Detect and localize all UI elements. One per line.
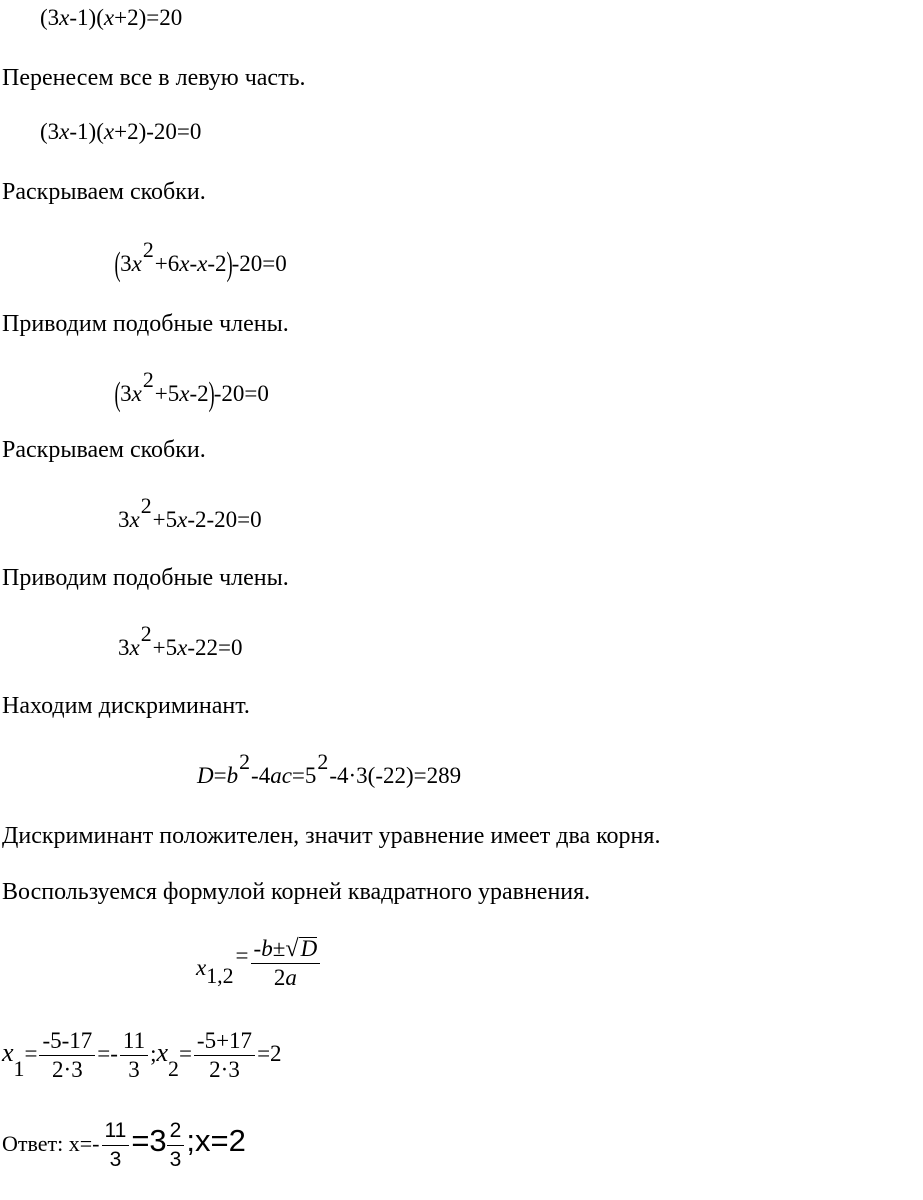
eq9-numerator: -5-17 (39, 1028, 95, 1056)
answer-part: ;x=2 (186, 1123, 246, 1159)
eq4-part: 3 (120, 381, 132, 406)
eq3-var: x (197, 251, 208, 276)
eq1-var: x (59, 5, 70, 30)
eq4-part: +5 (154, 381, 180, 406)
eq7-exponent: 2 (239, 750, 251, 775)
eq7-part: = (291, 763, 305, 788)
eq6-exponent: 2 (140, 622, 152, 647)
eq6-part: +5 (152, 635, 178, 660)
answer-label: Ответ: x=- (2, 1131, 100, 1157)
eq7-var: b (226, 763, 239, 788)
eq6-var: x (129, 635, 140, 660)
eq3-var: x (131, 251, 142, 276)
step-text-3: Приводим подобные члены. (2, 311, 289, 337)
answer-numerator: 2 (167, 1118, 185, 1146)
eq9-part: =- (97, 1040, 118, 1066)
eq2-part: -1)( (69, 119, 104, 144)
eq5-part: 3 (118, 507, 130, 532)
eq7-part: -4·3 (329, 763, 368, 788)
equation-2 (40, 118, 201, 146)
eq8-numerator (251, 936, 321, 964)
eq9-fraction-1 (39, 1028, 95, 1083)
eq9-numerator: 11 (120, 1028, 148, 1056)
answer-part: =3 (131, 1123, 167, 1159)
eq7-var: D (197, 763, 214, 788)
eq3-var: x (179, 251, 190, 276)
eq7-var: ac (270, 763, 292, 788)
eq8-var: a (285, 965, 297, 990)
eq3-result: =0 (262, 251, 287, 276)
eq9-part: = (178, 1040, 192, 1066)
eq3-part: -2 (207, 251, 227, 276)
step-text-6: Находим дискриминант. (2, 693, 250, 719)
equation-4 (114, 368, 269, 413)
eq1-part: (3 (40, 5, 60, 30)
eq7-part: = (213, 763, 227, 788)
answer-denominator: 3 (169, 1148, 182, 1171)
eq6-var: x (177, 635, 188, 660)
eq7-result: =289 (413, 763, 462, 788)
eq6-part: -22 (187, 635, 219, 660)
eq2-var: x (59, 119, 70, 144)
eq4-var: x (179, 381, 190, 406)
eq7-part: -4 (251, 763, 271, 788)
answer-denominator: 3 (109, 1148, 122, 1171)
eq5-part: +5 (152, 507, 178, 532)
eq7-exponent: 2 (317, 750, 329, 775)
eq8-denominator (251, 964, 321, 991)
eq3-right-paren: ) (226, 246, 233, 283)
eq8-part: = (235, 943, 249, 968)
eq7-left-paren: ( (367, 763, 376, 788)
eq4-part: -20 (213, 381, 245, 406)
eq1-result: =20 (146, 5, 183, 30)
eq5-result: =0 (237, 507, 262, 532)
eq3-part: - (189, 251, 198, 276)
step-text-4: Раскрываем скобки. (2, 437, 206, 463)
eq8-part: - (253, 936, 262, 961)
eq9-subscript: 2 (168, 1057, 179, 1082)
eq7-right-paren: ) (406, 763, 414, 788)
answer-line (2, 1118, 246, 1173)
eq3-left-paren: ( (114, 246, 121, 283)
eq4-var: x (131, 381, 142, 406)
eq3-part: +6 (154, 251, 180, 276)
eq8-var: b (261, 936, 273, 961)
eq9-fraction-3 (194, 1028, 255, 1083)
equation-1 (40, 4, 182, 32)
eq2-part: +2)-20 (114, 119, 177, 144)
eq4-result: =0 (244, 381, 269, 406)
sqrt-icon: √ (285, 935, 299, 962)
eq1-part: +2) (114, 5, 147, 30)
eq6-result: =0 (218, 635, 243, 660)
eq9-denominator: 2·3 (52, 1057, 83, 1082)
eq4-left-paren: ( (114, 376, 121, 413)
answer-fraction-2 (167, 1118, 185, 1173)
step-text-7: Дискриминант положителен, значит уравнение имеет два корня. (2, 823, 661, 849)
eq4-right-paren: ) (208, 376, 215, 413)
equation-3 (114, 238, 287, 283)
eq4-part: -2 (189, 381, 209, 406)
eq4-exponent: 2 (142, 368, 154, 393)
eq9-denominator: 3 (128, 1057, 140, 1082)
step-text-1: Перенесем все в левую часть. (2, 65, 306, 91)
eq9-numerator: -5+17 (194, 1028, 255, 1056)
equation-discriminant (197, 750, 462, 790)
eq3-part: 3 (120, 251, 132, 276)
eq2-var: x (103, 119, 115, 144)
step-text-5: Приводим подобные члены. (2, 565, 289, 591)
eq2-result: =0 (176, 119, 202, 144)
eq6-part: 3 (118, 635, 130, 660)
eq5-exponent: 2 (140, 494, 152, 519)
eq8-var: x (196, 955, 207, 980)
eq9-subscript: 1 (13, 1057, 25, 1082)
eq1-part: -1)( (69, 5, 104, 30)
eq8-fraction (251, 936, 321, 991)
eq9-fraction-2 (120, 1028, 148, 1083)
eq9-var: x (156, 1037, 169, 1067)
equation-5 (118, 494, 262, 534)
eq7-part: 5 (304, 763, 317, 788)
equation-quadratic-formula (196, 936, 322, 991)
eq2-part: (3 (40, 119, 60, 144)
eq9-denominator: 2·3 (209, 1057, 240, 1082)
step-text-2: Раскрываем скобки. (2, 179, 206, 205)
eq9-var: x (2, 1037, 14, 1067)
eq8-var: D (300, 936, 318, 961)
eq8-subscript: 1,2 (206, 964, 234, 988)
eq3-exponent: 2 (142, 238, 154, 263)
answer-numerator: 11 (102, 1118, 130, 1146)
answer-fraction-1 (102, 1118, 130, 1173)
eq5-var: x (177, 507, 188, 532)
eq7-part: -22 (375, 763, 406, 788)
step-text-8: Воспользуемся формулой корней квадратного уравнения. (2, 879, 591, 905)
equation-6 (118, 622, 243, 662)
eq8-part: 2 (273, 965, 286, 990)
eq9-part: ; (150, 1040, 157, 1066)
eq1-var: x (103, 5, 115, 30)
eq9-part: = (24, 1040, 38, 1066)
eq5-var: x (129, 507, 140, 532)
equation-roots (2, 1028, 282, 1083)
eq5-part: -2-20 (187, 507, 238, 532)
eq9-result: =2 (257, 1040, 282, 1066)
eq3-part: -20 (231, 251, 263, 276)
eq8-part: ± (272, 936, 286, 961)
